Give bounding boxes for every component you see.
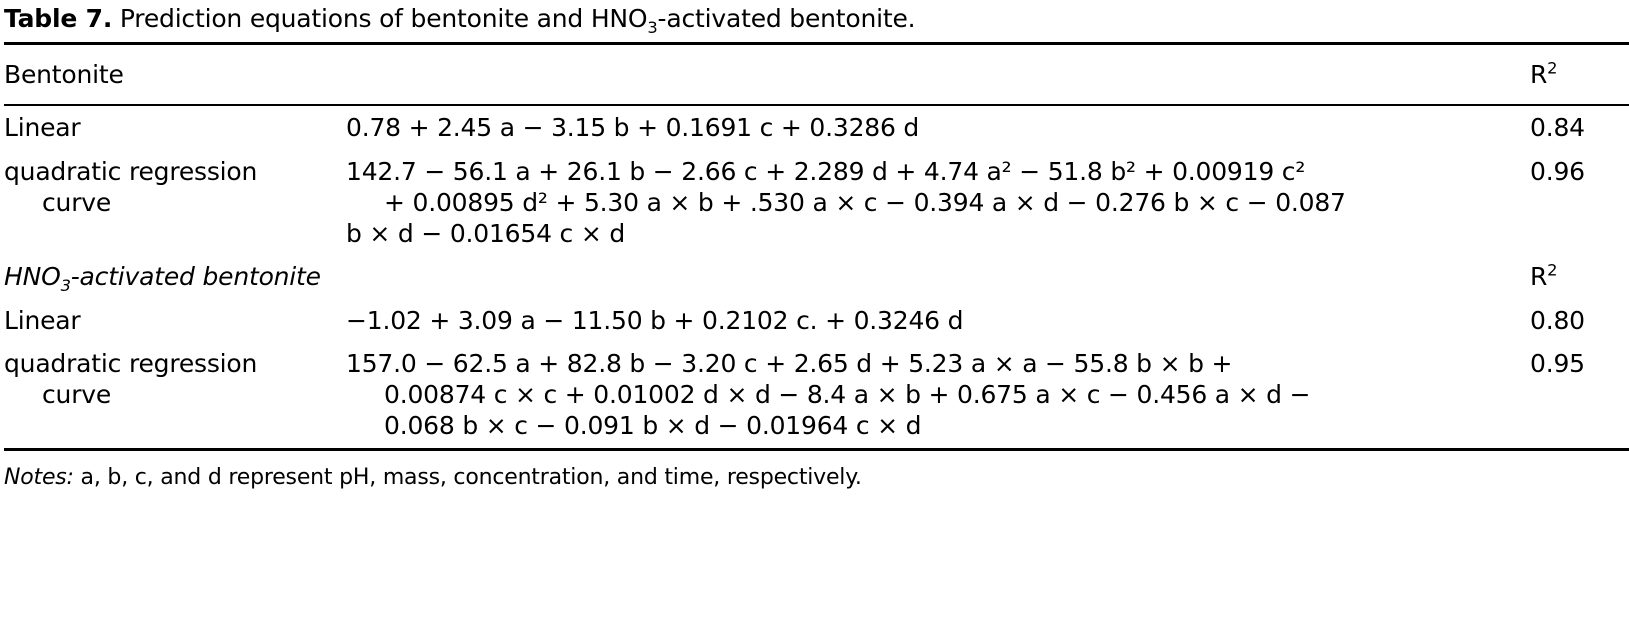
row-equation-linear-1: 0.78 + 2.45 a − 3.15 b + 0.1691 c + 0.3286 d [344, 105, 1524, 149]
row-name-linear-1: Linear [4, 105, 344, 149]
row-r2-linear-1: 0.84 [1524, 105, 1629, 149]
table-row [4, 342, 1629, 449]
notes-label: Notes: [4, 464, 74, 490]
header-r2-hno3: $R^2$ [1530, 260, 1558, 292]
header-equation-blank [344, 44, 1524, 106]
row-equation-quadratic-2: 157.0 − 62.5 a + 82.8 b − 3.20 c + 2.65 d + 5.23 a × a − 55.8 b × b + 0.00874 c × c + 0.01002 d × d − 8.4 a × b + 0.675 a × c − 0.456 a × d − 0.068 b × c − 0.091 b × d − 0.01964 c × d [346, 348, 1311, 441]
table-notes [4, 455, 1625, 490]
prediction-equations-table [4, 42, 1629, 455]
table-row [4, 105, 1629, 149]
r2-superscript: 2 [1547, 260, 1558, 280]
caption-label: Table 7. [4, 4, 113, 33]
row-equation-linear-2: −1.02 + 3.09 a − 11.50 b + 0.2102 c. + 0.3246 d [346, 305, 964, 335]
r2-superscript: 2 [1547, 58, 1558, 78]
table-row [4, 299, 1629, 342]
table-header-row-hno3 [4, 255, 1629, 298]
row-equation-quadratic-1: 142.7 − 56.1 a + 26.1 b − 2.66 c + 2.289 d + 4.74 a² − 51.8 b² + 0.00919 c² + 0.00895 d² + 5.30 a × b + .530 a × c − 0.394 a × d − 0.276 b × c − 0.087 b × d − 0.01654 c × d [346, 156, 1346, 248]
row-name-quadratic-2: quadratic regression curve [4, 348, 258, 409]
hno3-subscript: 3 [60, 276, 71, 296]
caption-text-before: Prediction equations of bentonite and HNO [119, 4, 648, 33]
table-caption [4, 0, 1625, 42]
header-hno3-equation-blank [344, 255, 1524, 298]
caption-text-after: -activated bentonite. [657, 4, 916, 33]
table-header-row-bentonite [4, 44, 1629, 106]
header-r2-bentonite: $R^2$ [1524, 44, 1629, 106]
table-row [4, 150, 1629, 256]
notes-text: a, b, c, and d represent pH, mass, concentration, and time, respectively. [73, 464, 862, 490]
row-name-linear-2: Linear [4, 305, 81, 335]
row-r2-quadratic-1: 0.96 [1530, 156, 1585, 186]
caption-subscript: 3 [647, 18, 658, 37]
header-hno3-label: $HNO_3$-activated bentonite [4, 262, 321, 296]
row-r2-quadratic-2: 0.95 [1530, 348, 1585, 378]
header-bentonite-label: Bentonite [4, 44, 344, 106]
row-name-quadratic-1: quadratic regression curve [4, 156, 258, 217]
row-r2-linear-2: 0.80 [1530, 305, 1585, 335]
